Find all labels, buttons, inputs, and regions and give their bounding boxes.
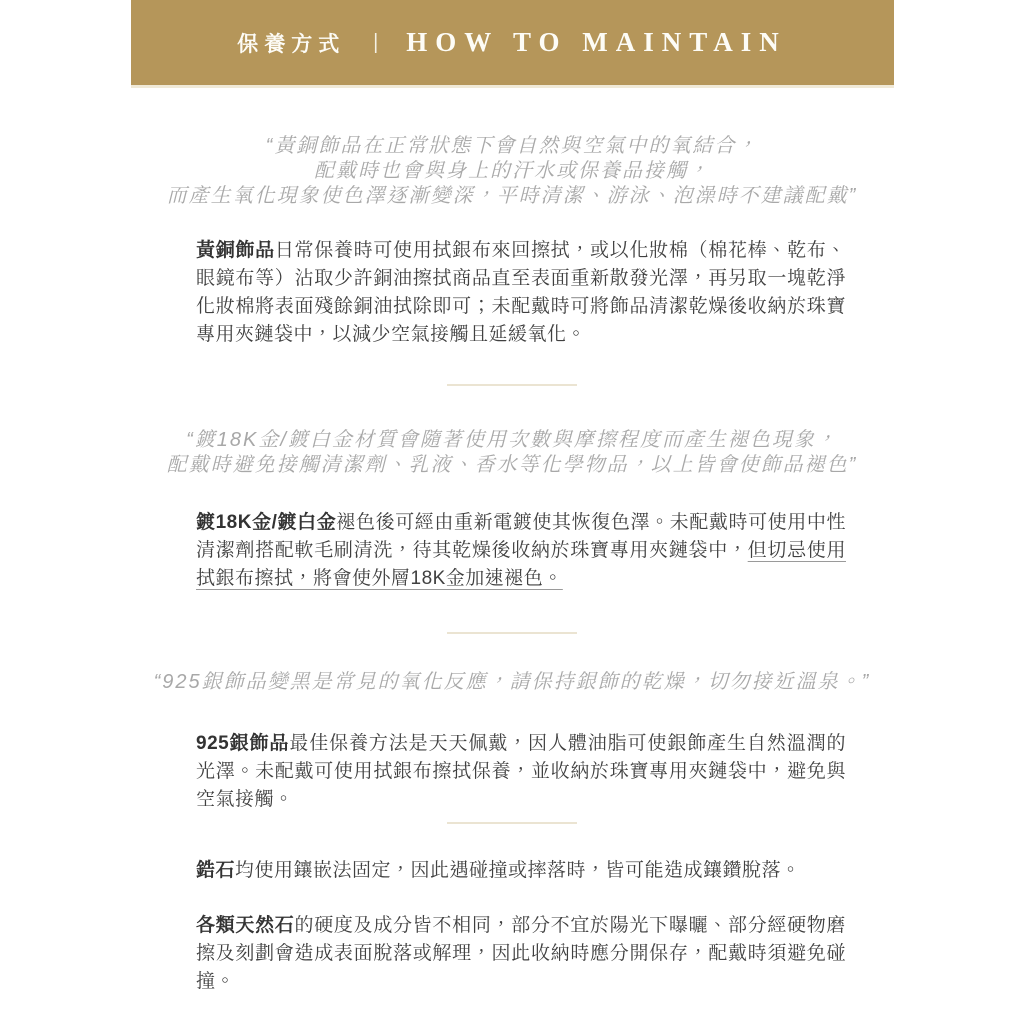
quote-line: 配戴時避免接觸清潔劑、乳液、香水等化學物品，以上皆會使飾品褪色” [166,454,858,476]
paragraph-lead-term: 鋯石 [196,860,236,881]
paragraph-text: 的硬度及成分皆不相同，部分不宜於陽光下曝曬、部分經硬物磨擦及刻劃會造成表面脫落或解理，因此收納時應分開保存，配戴時須避免碰撞。 [196,915,846,992]
section-divider [447,822,577,824]
paragraph-text: 均使用鑲嵌法固定，因此遇碰撞或摔落時，皆可能造成鑲鑽脫落。 [235,860,801,881]
banner [131,0,894,88]
quote-line: 而產生氧化現象使色澤逐漸變深，平時清潔、游泳、泡澡時不建議配戴” [166,185,858,207]
body-paragraph [196,237,846,349]
paragraph-lead-term: 鍍18K金/鍍白金 [196,512,337,533]
banner-separator: | [373,30,379,54]
paragraph-warning-text: 但切忌使用拭銀布擦拭，將會使外層18K金加速褪色。 [196,540,846,589]
body-paragraph [196,857,846,885]
paragraph-text: 褪色後可經由重新電鍍使其恢復色澤。未配戴時可使用中性清潔劑搭配軟毛刷清洗，待其乾燥後收納於珠寶專用夾鏈袋中， [196,512,846,561]
quote-line: “鍍18K金/鍍白金材質會隨著使用次數與摩擦程度而產生褪色現象， [186,429,838,451]
paragraph-text: 最佳保養方法是天天佩戴，因人體油脂可使銀飾產生自然溫潤的光澤。未配戴可使用拭銀布擦拭保養，並收納於珠寶專用夾鏈袋中，避免與空氣接觸。 [196,733,846,810]
quote-block [92,670,932,695]
paragraph-lead-term: 925銀飾品 [196,733,290,754]
body-paragraph [196,730,846,814]
banner-title-zh: 保養方式 [237,32,346,56]
quote-block [92,134,932,209]
quote-line: “黃銅飾品在正常狀態下會自然與空氣中的氧結合， [265,135,759,157]
body-paragraph [196,912,846,996]
section-divider [447,632,577,634]
paragraph-lead-term: 黃銅飾品 [196,240,275,261]
body-paragraph [196,509,846,593]
quote-line: “925銀飾品變黑是常見的氧化反應，請保持銀飾的乾燥，切勿接近溫泉。” [153,671,871,693]
banner-title-en: HOW TO MAINTAIN [406,27,787,57]
sections [0,134,1024,996]
section-divider [447,384,577,386]
paragraph-text: 日常保養時可使用拭銀布來回擦拭，或以化妝棉（棉花棒、乾布、眼鏡布等）沾取少許銅油擦拭商品直至表面重新散發光澤，再另取一塊乾淨化妝棉將表面殘餘銅油拭除即可；未配戴時可將飾品清潔乾燥後收納於珠寶專用夾鏈袋中，以減少空氣接觸且延緩氧化。 [196,240,846,345]
quote-line: 配戴時也會與身上的汗水或保養品接觸， [314,160,710,182]
quote-block [92,428,932,478]
paragraph-lead-term: 各類天然石 [196,915,295,936]
